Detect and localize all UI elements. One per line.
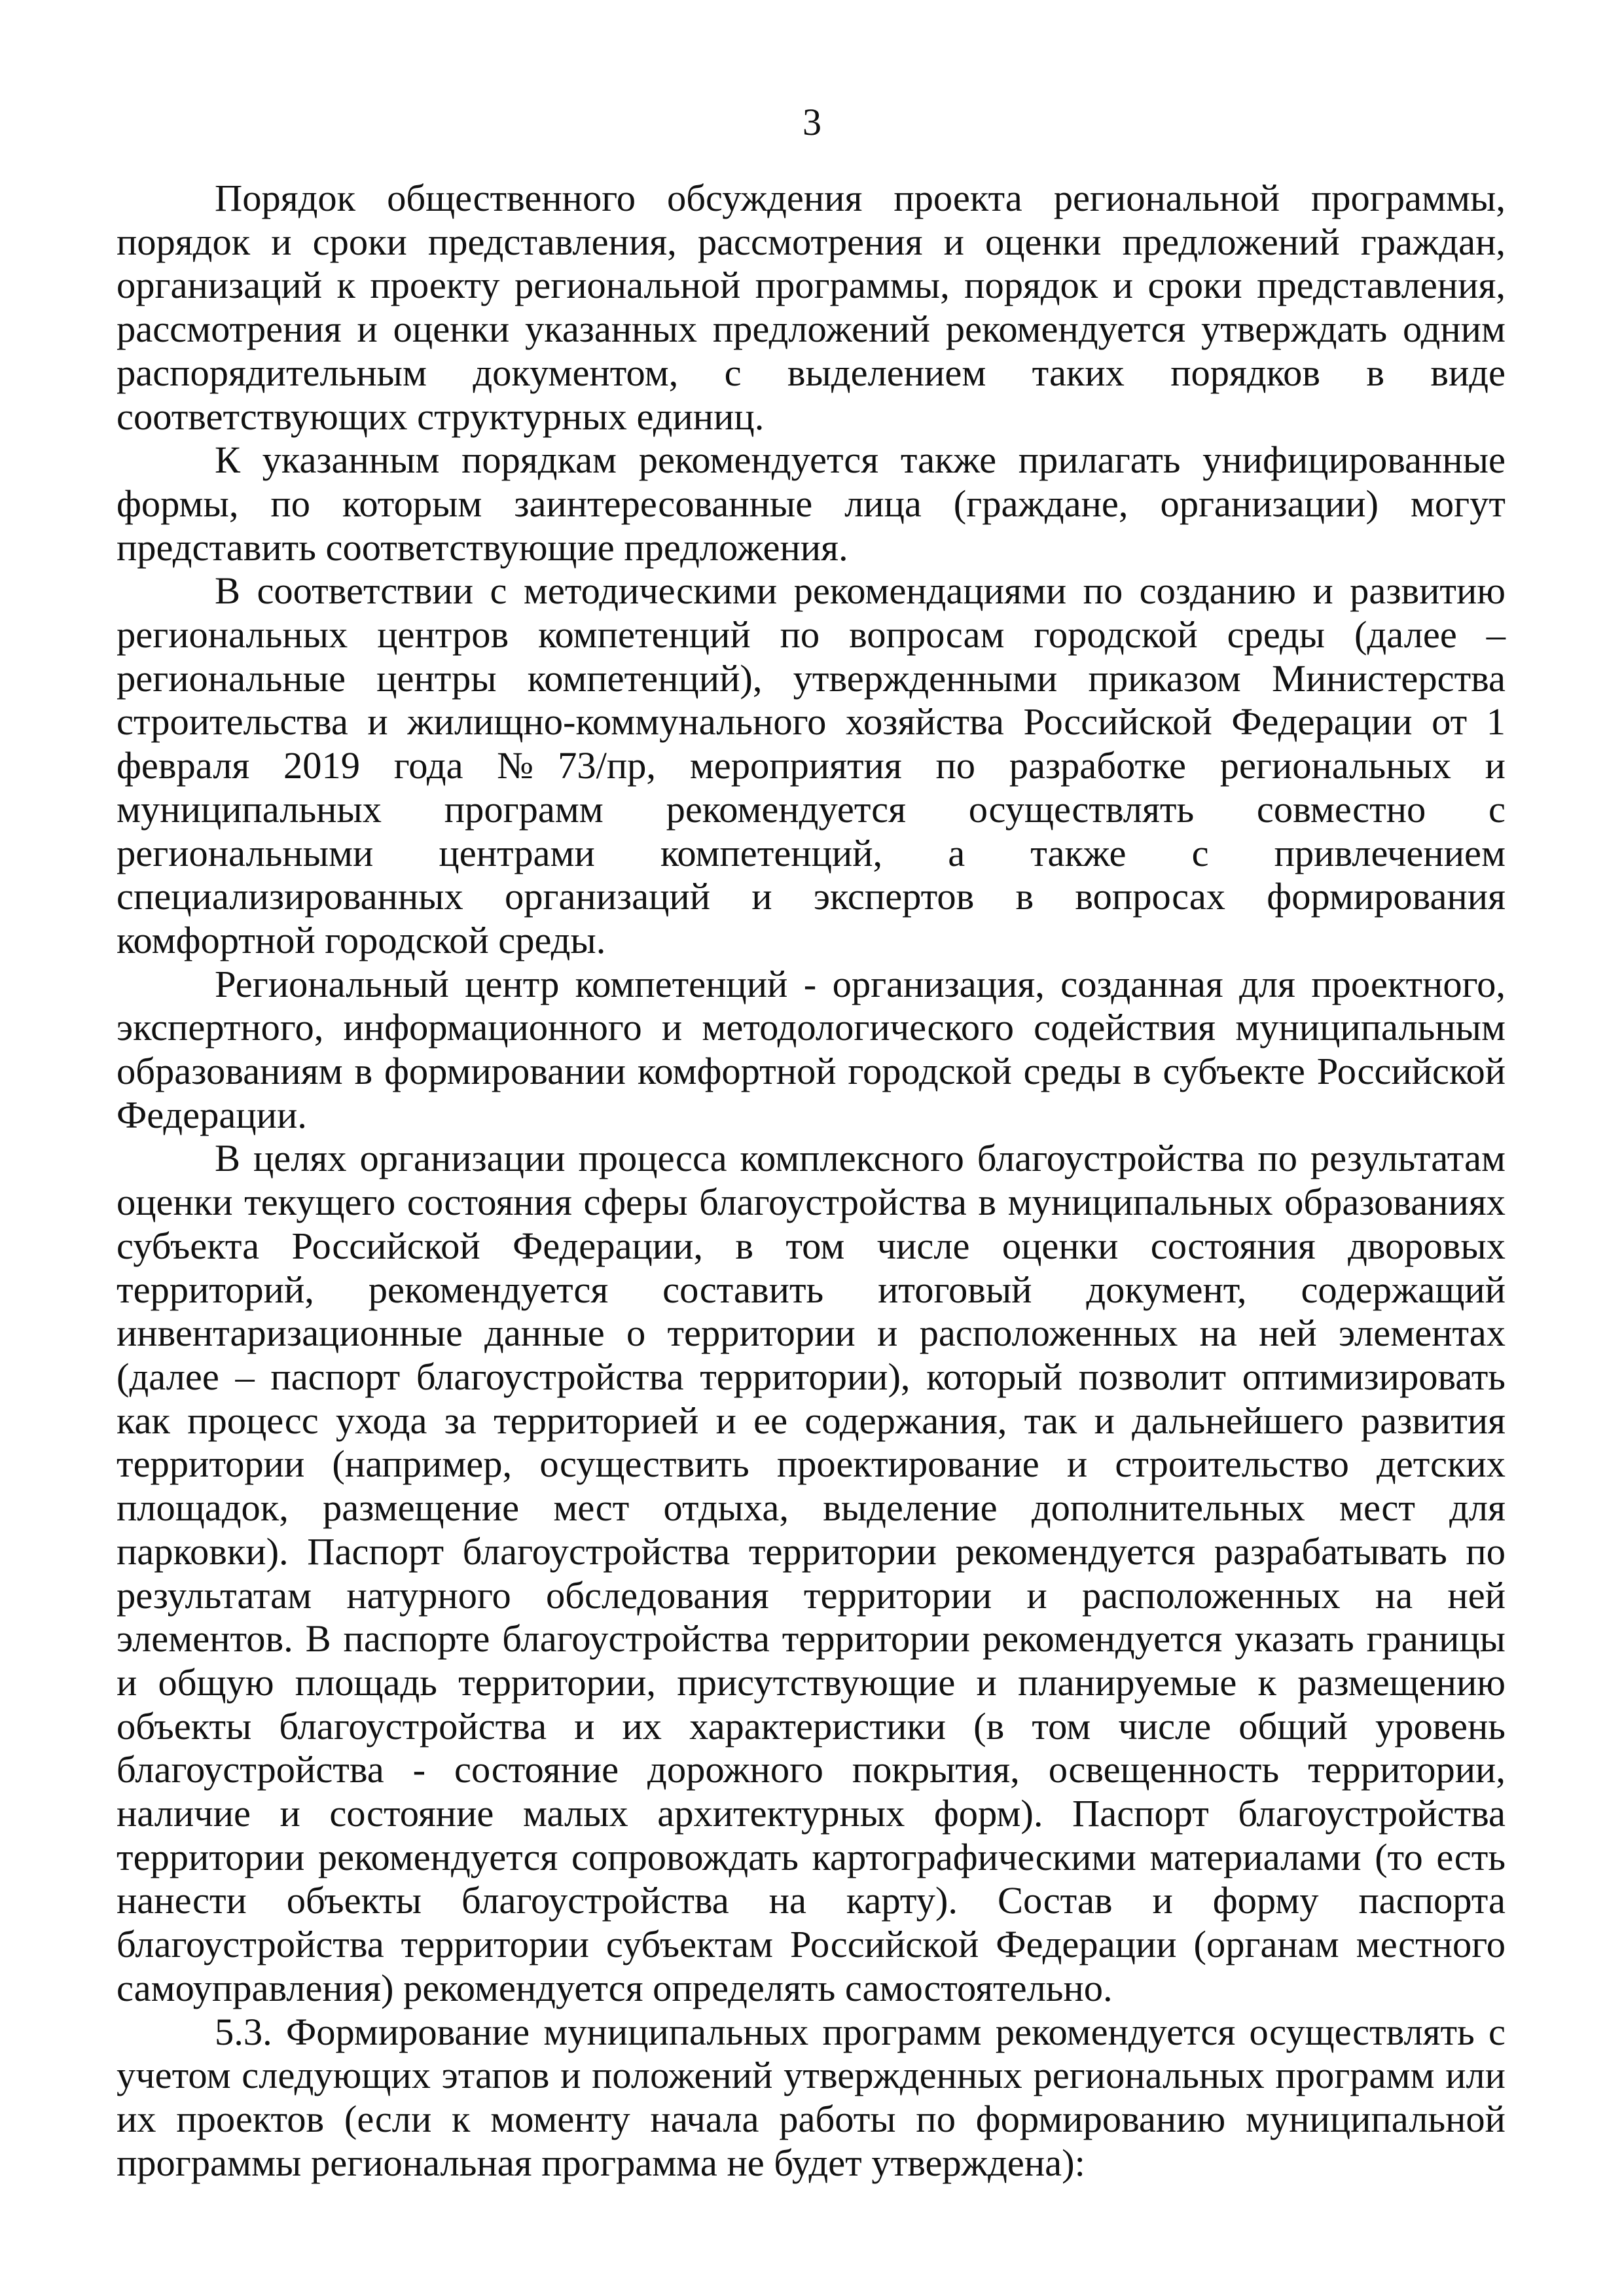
paragraph-competence-centers-guidelines: В соответствии с методическими рекомендациями по созданию и развитию региональных центров компетенций по вопросам городской среды (далее – региональные центры компетенций), утвержденными приказом Министерства строительства и жилищно-коммунального хозяйства Российской Федерации от 1 февраля 2019 года №73/пр, мероприятия по разработке региональных и муниципальных программ рекомендуется осуществлять совместно с региональными центрами компетенций, а также с привлечением специализированных организаций и экспертов в вопросах формирования комфортной городской среды.: [117, 569, 1506, 961]
paragraph-competence-center-definition: Региональный центр компетенций - организация, созданная для проектного, экспертного, информационного и методологического содействия муниципальным образованиям в формировании комфортной городской среды в субъекте Российской Федерации.: [117, 962, 1506, 1136]
paragraph-public-discussion-procedure: Порядок общественного обсуждения проекта региональной программы, порядок и сроки представления, рассмотрения и оценки предложений граждан, организаций к проекту региональной программы, порядок и сроки представления, рассмотрения и оценки указанных предложений рекомендуется утверждать одним распорядительным документом, с выделением таких порядков в виде соответствующих структурных единиц.: [117, 177, 1506, 438]
paragraph-territory-passport: В целях организации процесса комплексного благоустройства по результатам оценки текущего состояния сферы благоустройства в муниципальных образованиях субъекта Российской Федерации, в том числе оценки состояния дворовых территорий, рекомендуется составить итоговый документ, содержащий инвентаризационные данные о территории и расположенных на ней элементах (далее – паспорт благоустройства территории), который позволит оптимизировать как процесс ухода за территорией и ее содержания, так и дальнейшего развития территории (например, осуществить проектирование и строительство детских площадок, размещение мест отдыха, выделение дополнительных мест для парковки). Паспорт благоустройства территории рекомендуется разрабатывать по результатам натурного обследования территории и расположенных на ней элементов. В паспорте благоустройства территории рекомендуется указать границы и общую площадь территории, присутствующие и планируемые к размещению объекты благоустройства и их характеристики (в том числе общий уровень благоустройства - состояние дорожного покрытия, освещенность территории, наличие и состояние малых архитектурных форм). Паспорт благоустройства территории рекомендуется сопровождать картографическими материалами (то есть нанести объекты благоустройства на карту). Состав и форму паспорта благоустройства территории субъектам Российской Федерации (органам местного самоуправления) рекомендуется определять самостоятельно.: [117, 1137, 1506, 2009]
document-body: [117, 177, 1506, 2185]
paragraph-section-5-3: 5.3. Формирование муниципальных программ рекомендуется осуществлять с учетом следующих этапов и положений утвержденных региональных программ или их проектов (если к моменту начала работы по формированию муниципальной программы региональная программа не будет утверждена):: [117, 2010, 1506, 2184]
page-number: 3: [803, 101, 821, 143]
paragraph-unified-forms: К указанным порядкам рекомендуется также прилагать унифицированные формы, по которым заинтересованные лица (граждане, организации) могут представить соответствующие предложения.: [117, 439, 1506, 569]
